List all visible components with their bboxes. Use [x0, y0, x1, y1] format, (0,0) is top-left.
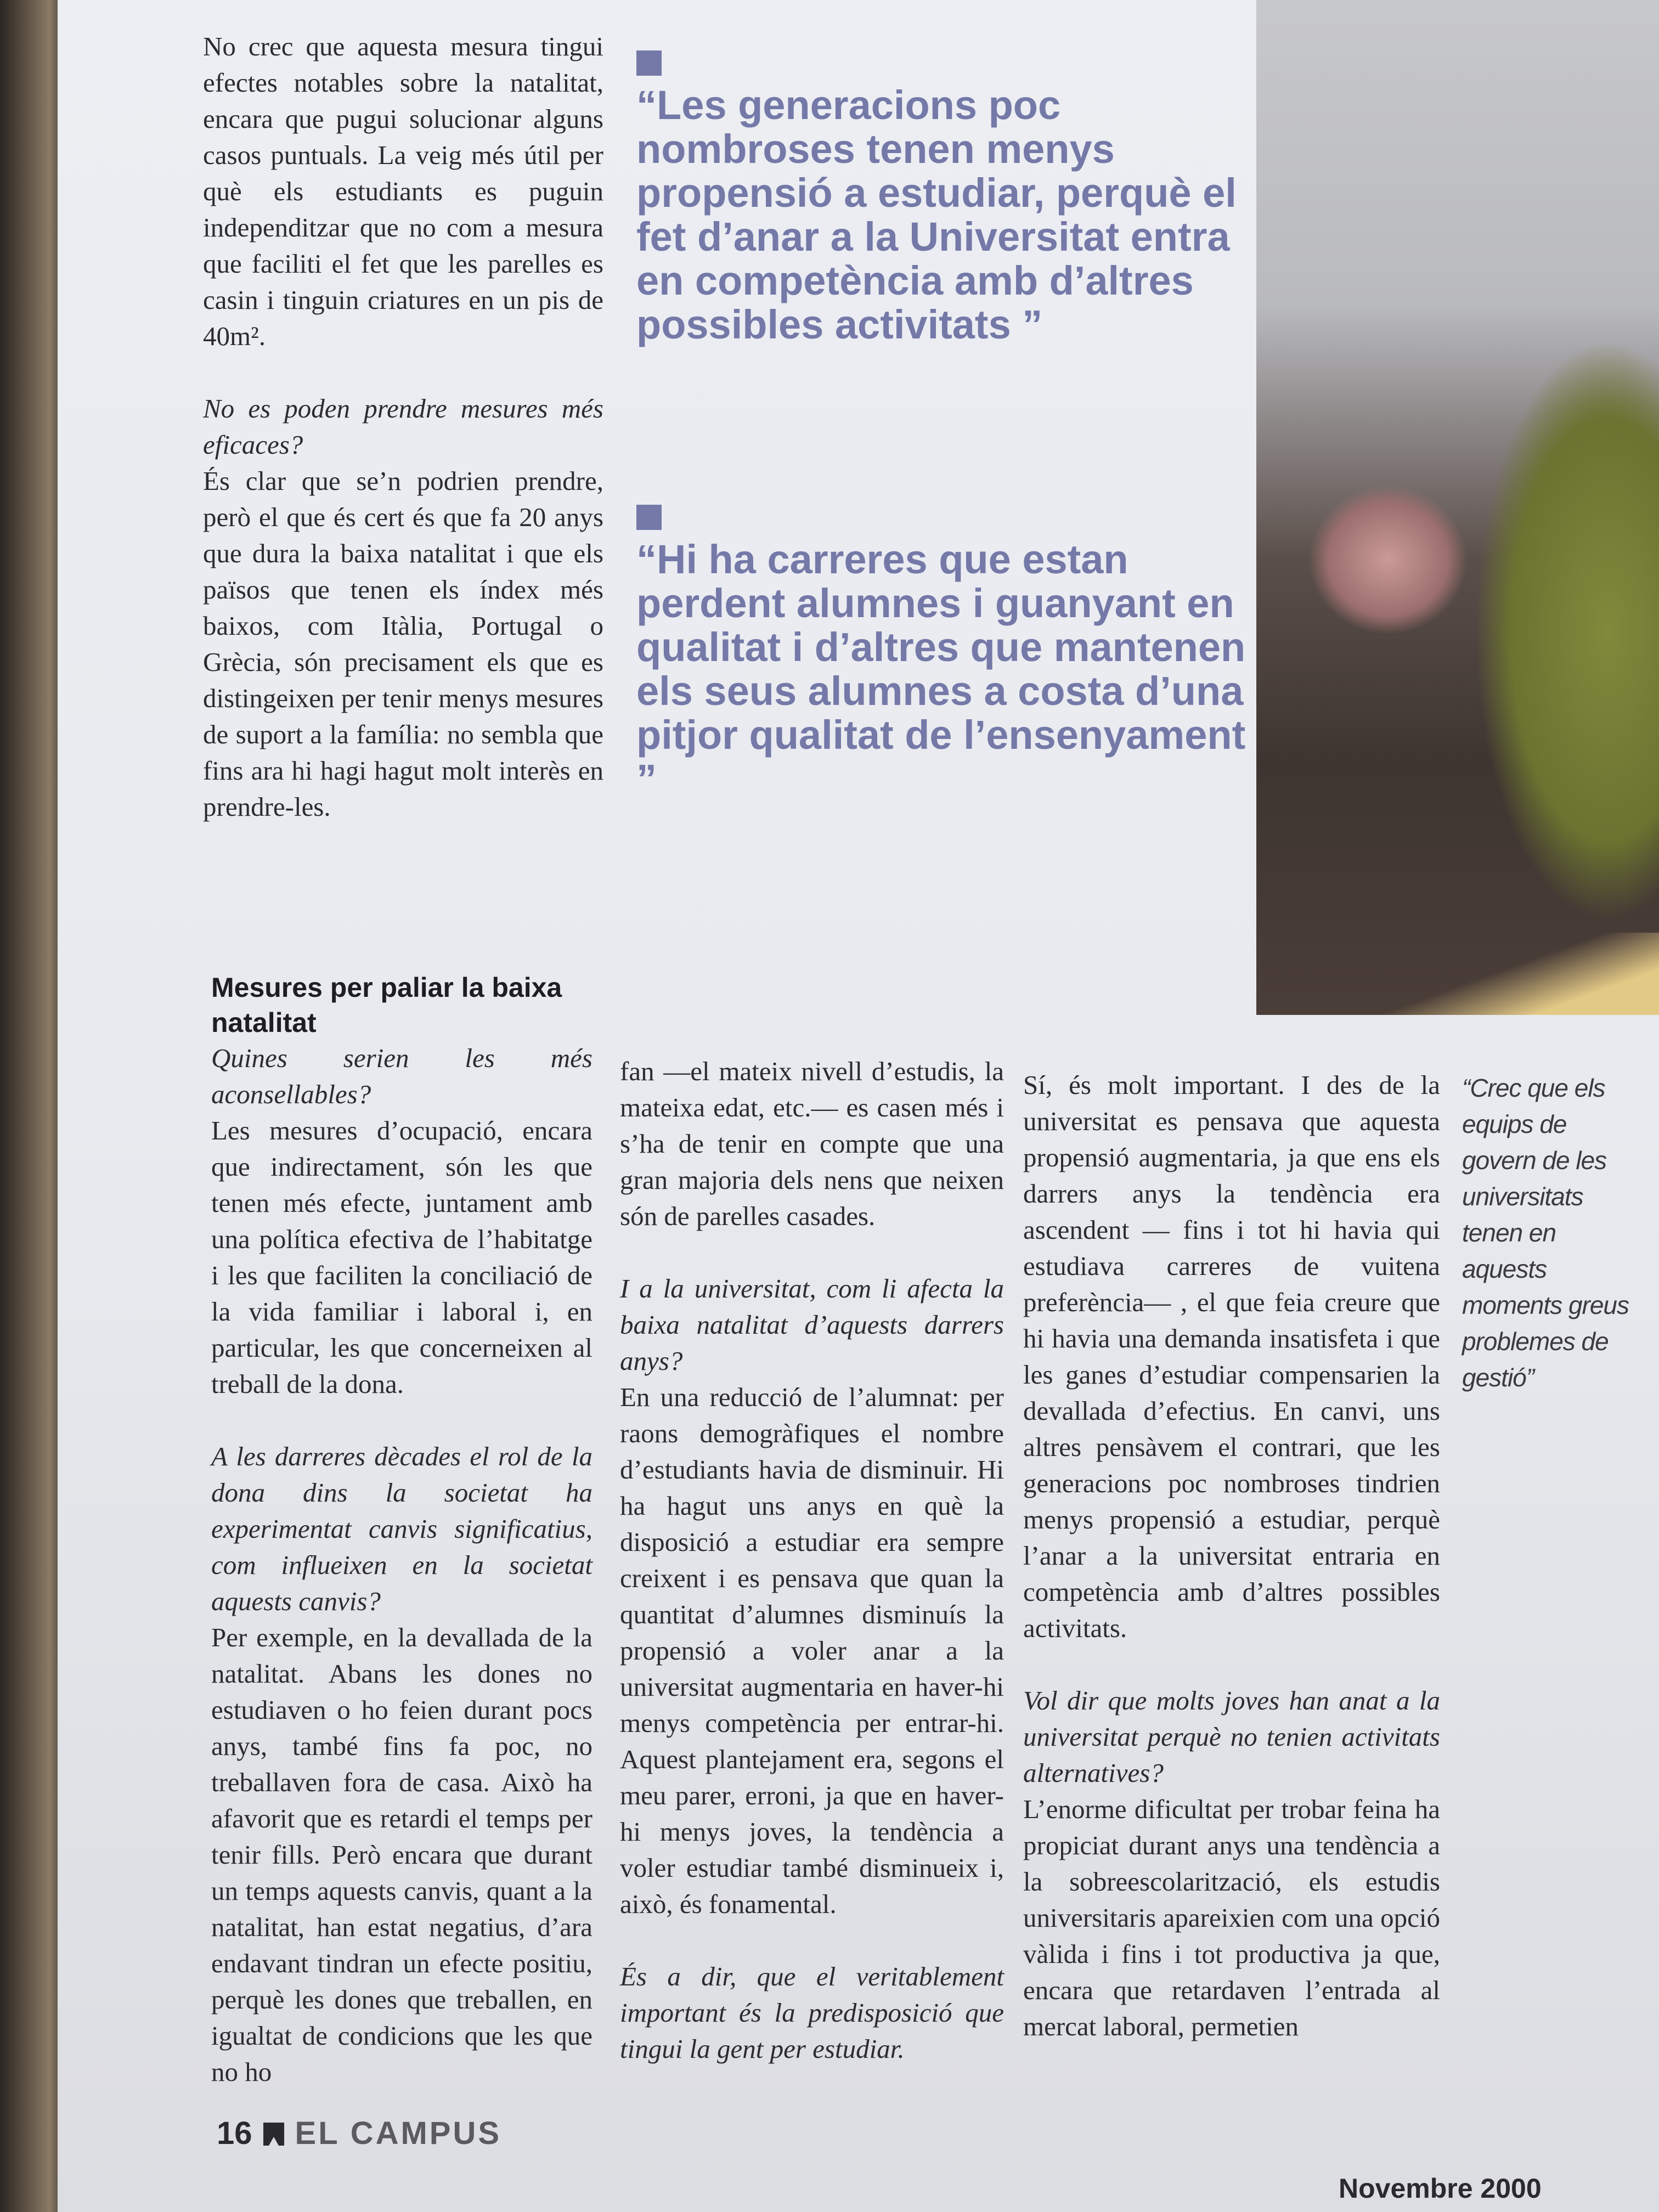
paragraph: Sí, és molt important. I des de la universitat es pensava que aquesta propensió augmentaria, ja que ens els darrers anys la tendència era ascendent — fins i tot hi havia qui estudiava carreres de vuitena preferència— , el que feia creure que hi havia una demanda insatisfeta i que les ganes d’estudiar compensarien la devallada d’efectius. En canvi, uns altres pensàvem el contrari, que les generacions poc nombroses tindrien menys propensió a estudiar, perquè l’anar a la universitat entraria en competència amb d’altres possibles activitats. — [1023, 1070, 1440, 1643]
pull-quote-text: “Hi ha carreres que estan perdent alumnes i guanyant en qualitat i d’altres que mantenen els seus alumnes a costa d’una pitjor qualitat de l’ensenyament ” — [636, 537, 1246, 802]
question: A les darreres dècades el rol de la dona dins la societat ha experimentat canvis significatius, com influeixen en la societat aquests canvis? — [211, 1441, 592, 1616]
interviewee-photo — [1256, 0, 1659, 1015]
magazine-title: EL CAMPUS — [295, 2115, 502, 2151]
page-footer — [217, 2115, 501, 2152]
pull-quote-1 — [636, 50, 1256, 347]
page-number: 16 — [217, 2115, 252, 2151]
magazine-logo-icon — [262, 2120, 285, 2147]
column-1-bottom — [211, 970, 592, 2090]
answer: És clar que se’n podrien prendre, però el que és cert és que fa 20 anys que dura la baixa natalitat i que els països que tenen els índex més baixos, com Itàlia, Portugal o Grècia, són precisament els que es distingeixen per tenir menys mesures de suport a la família: no sembla que fins ara hi hagi hagut molt interès en prendre-les. — [203, 466, 603, 822]
square-bullet-icon — [636, 505, 662, 530]
square-bullet-icon — [636, 50, 662, 76]
photo-highlight — [1262, 933, 1659, 1015]
column-3 — [1023, 1067, 1440, 2045]
question: És a dir, que el veritablement important és la predisposició que tingui la gent per estudiar. — [620, 1961, 1004, 2064]
question: Vol dir que molts joves han anat a la universitat perquè no tenien activitats alternatives? — [1023, 1685, 1440, 1788]
answer: Les mesures d’ocupació, encara que indirectament, són les que tenen més efecte, juntament amb una política efectiva de l’habitatge i les que faciliten la conciliació de la vida familiar i laboral i, en particular, les que concerneixen al treball de la dona. — [211, 1115, 592, 1399]
issue-date: Novembre 2000 — [1339, 2173, 1542, 2204]
column-1-top — [203, 29, 603, 825]
question: I a la universitat, com li afecta la baixa natalitat d’aquests darrers anys? — [620, 1273, 1004, 1376]
column-2 — [620, 1053, 1004, 2067]
answer: L’enorme dificultat per trobar feina ha propiciat durant anys una tendència a la sobreescolarització, els estudis universitaris apareixien com una opció vàlida i fins i tot productiva ja que, encara que retardaven l’entrada al mercat laboral, permetien — [1023, 1794, 1440, 2041]
question: No es poden prendre mesures més eficaces? — [203, 393, 603, 460]
answer: En una reducció de l’alumnat: per raons demogràfiques el nombre d’estudiants havia de disminuir. Hi ha hagut uns anys en què la disposició a estudiar era sempre creixent i es pensava que quan la quantitat d’alumnes disminuís la propensió a voler anar a la universitat augmentaria en haver-hi menys competència per entrar-hi. Aquest plantejament era, segons el meu parer, erroni, ja que en haver-hi menys joves, la tendència a voler estudiar també disminueix i, això, és fonamental. — [620, 1382, 1004, 1919]
paragraph: fan —el mateix nivell d’estudis, la mateixa edat, etc.— es casen més i s’ha de tenir en compte que una gran majoria dels nens que neixen són de parelles casades. — [620, 1056, 1004, 1231]
section-heading: Mesures per paliar la baixa natalitat — [211, 972, 562, 1038]
pull-quote-text: “Les generacions poc nombroses tenen menys propensió a estudiar, perquè el fet d’anar a la Universitat entra en competència amb d’altres possibles activitats ” — [636, 82, 1237, 347]
answer: Per exemple, en la devallada de la natalitat. Abans les dones no estudiaven o ho feien durant pocs anys, també fins fa poc, no treballaven fora de casa. Això ha afavorit que es retardi el temps per tenir fills. Però encara que durant un temps aquests canvis, quant a la natalitat, han estat negatius, d’ara endavant tindran un efecte positiu, perquè les dones que treballen, en igualtat de condicions que les que no ho — [211, 1622, 592, 2087]
paragraph: No crec que aquesta mesura tingui efectes notables sobre la natalitat, encara que pugui solucionar alguns casos puntuals. La veig més útil per què els estudiants es puguin independitzar que no com a mesura que faciliti el fet que les parelles es casin i tinguin criatures en un pis de 40m². — [203, 31, 603, 351]
side-pull-quote: “Crec que els equips de govern de les universitats tenen en aquests moments greus problemes de gestió” — [1462, 1074, 1629, 1392]
question: Quines serien les més aconsellables? — [211, 1043, 592, 1109]
pull-quote-2 — [636, 505, 1256, 801]
